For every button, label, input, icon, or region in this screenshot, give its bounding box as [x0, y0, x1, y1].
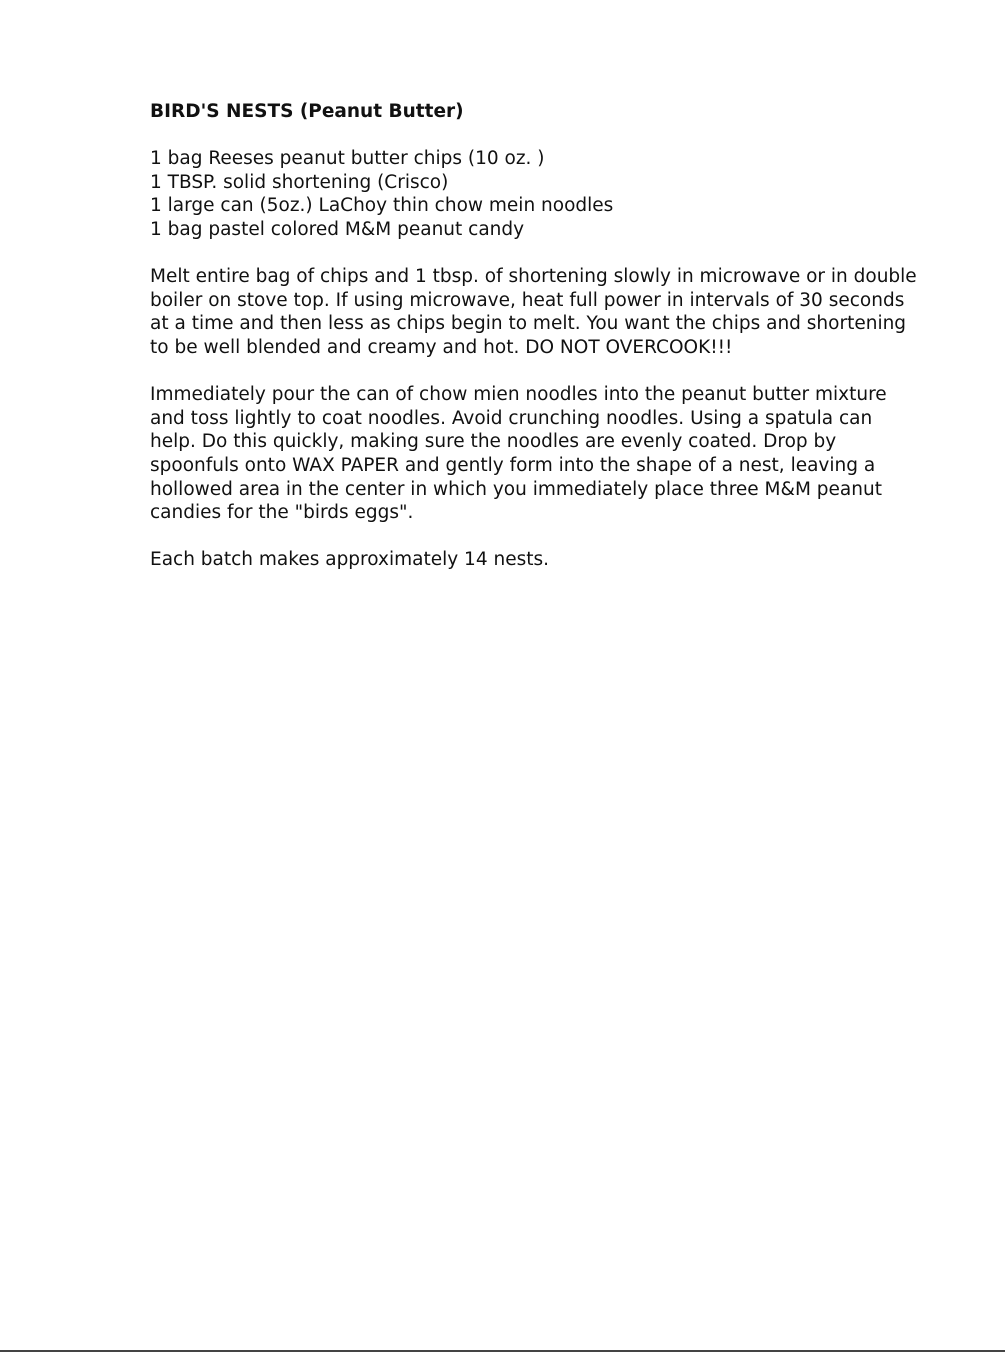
- recipe-content: [150, 100, 920, 595]
- ingredient-item: 1 bag pastel colored M&M peanut candy: [150, 218, 525, 240]
- instruction-paragraph-melt: Melt entire bag of chips and 1 tbsp. of shortening slowly in microwave or in double boiler on stove top. If using microwave, heat full power in intervals of 30 seconds at a time and then less as chips begin to melt. You want the chips and shortening to be well blended and creamy and hot. DO NOT OVERCOOK!!!: [150, 266, 917, 358]
- recipe-title: BIRD'S NESTS (Peanut Butter): [150, 101, 464, 122]
- ingredient-item: 1 TBSP. solid shortening (Crisco): [150, 171, 449, 193]
- instruction-paragraph-form-nests: Immediately pour the can of chow mien noodles into the peanut butter mixture and toss lightly to coat noodles. Avoid crunching noodles. Using a spatula can help. Do this quickly, making sure the noodles are evenly coated. Drop by spoonfuls onto WAX PAPER and gently form into the shape of a nest, leaving a hollowed area in the center in which you immediately place three M&M peanut candies for the "birds eggs".: [150, 384, 887, 524]
- recipe-yield: Each batch makes approximately 14 nests.: [150, 549, 549, 571]
- ingredient-item: 1 bag Reeses peanut butter chips (10 oz. ): [150, 148, 545, 170]
- ingredient-item: 1 large can (5oz.) LaChoy thin chow mein noodles: [150, 195, 614, 217]
- ingredient-list: [150, 147, 920, 241]
